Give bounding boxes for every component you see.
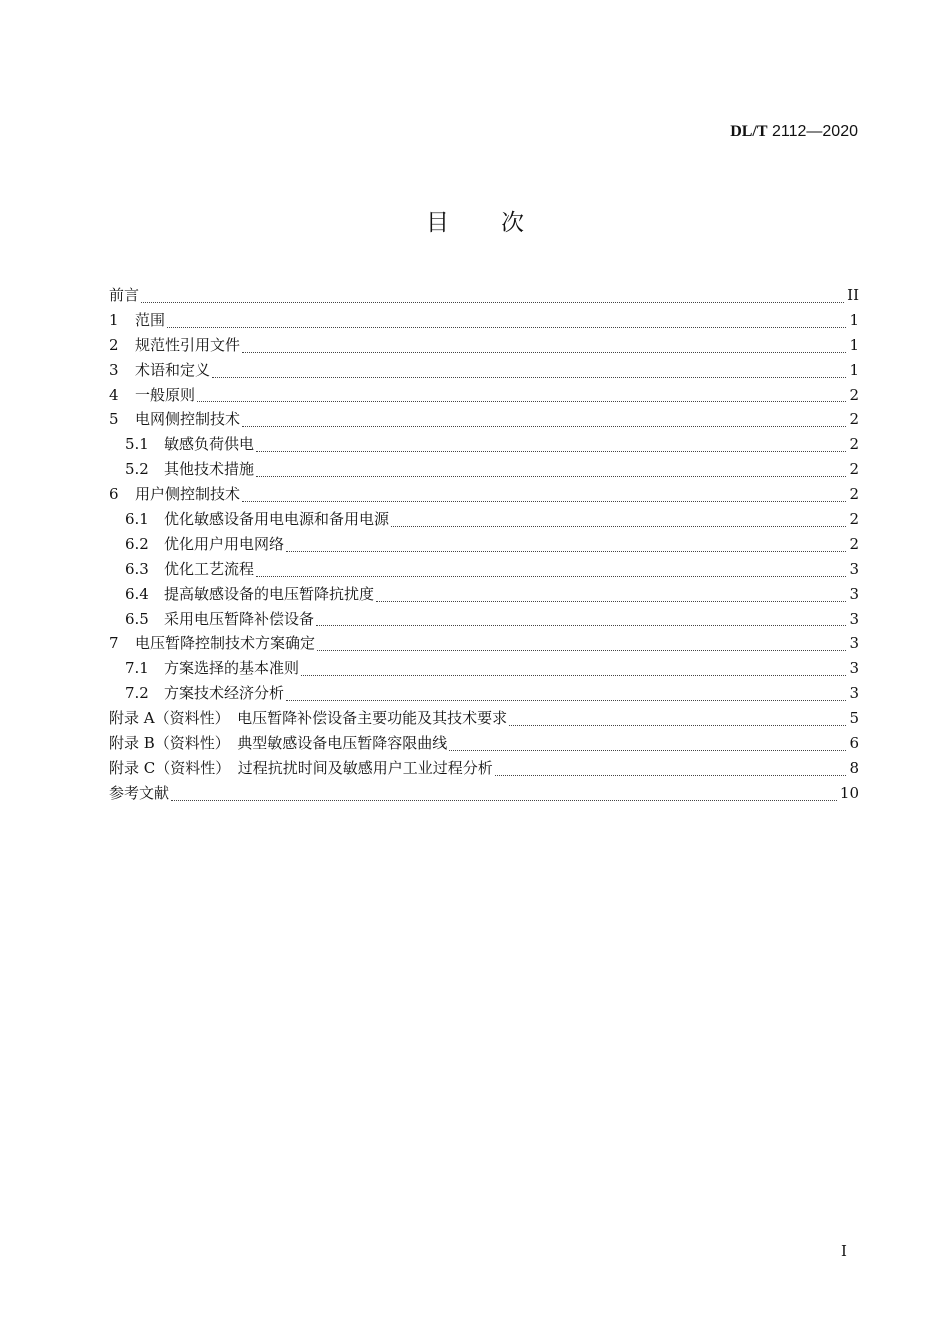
toc-entry[interactable] [109,706,859,731]
toc-entry[interactable] [109,432,859,457]
toc-entry-page: 2 [849,460,859,479]
toc-entry-page: 3 [849,559,859,578]
toc-entry-number: 6.5 [125,609,149,628]
toc-entry[interactable] [109,631,859,656]
toc-entry-number: 7.1 [125,659,149,678]
toc-entry-page: 2 [849,410,859,429]
toc-dot-leader [317,649,846,651]
toc-dot-leader [256,475,846,477]
toc-entry[interactable] [109,731,859,756]
toc-entry-label: 规范性引用文件 [135,335,241,354]
toc-entry-page: 1 [849,360,859,379]
toc-entry-number: 6.3 [125,559,149,578]
toc-entry-page: 2 [849,510,859,529]
toc-dot-leader [242,351,846,353]
toc-dot-leader [256,575,846,577]
toc-entry-number: 5.2 [125,460,149,479]
toc-entry-number: 5 [109,410,119,429]
toc-entry-number: 2 [109,335,119,354]
toc-dot-leader [509,724,846,726]
toc-entry-page: 3 [849,659,859,678]
toc-entry-page: 1 [849,310,859,329]
page-title: 目次 [426,210,576,236]
toc-dot-leader [167,326,846,328]
toc-entry-number: 5.1 [125,435,149,454]
toc-entry-label: 术语和定义 [135,360,211,379]
toc-entry-label: 敏感负荷供电 [164,435,255,454]
toc-entry-label: 方案技术经济分析 [164,684,285,703]
toc-entry-number: 6.1 [125,510,149,529]
toc-dot-leader [449,749,846,751]
toc-entry-label: 采用电压暂降补偿设备 [164,609,315,628]
toc-entry-page: 3 [849,609,859,628]
toc-dot-leader [197,400,846,402]
toc-entry-label: 范围 [135,310,166,329]
toc-entry-label: 附录 A（资料性） 电压暂降补偿设备主要功能及其技术要求 [109,709,508,728]
toc-entry-label: 提高敏感设备的电压暂降抗扰度 [164,584,375,603]
toc-entry-page: II [847,286,859,304]
toc-entry-number: 6 [109,485,119,504]
toc-entry-page: 3 [849,684,859,703]
toc-entry-page: 2 [849,385,859,404]
standard-prefix: DL/T [730,123,768,140]
toc-entry-number: 7.2 [125,684,149,703]
toc-dot-leader [212,376,846,378]
toc-entry[interactable] [109,308,859,333]
toc-dot-leader [256,450,846,452]
toc-entry-label: 电压暂降控制技术方案确定 [135,634,316,653]
toc-dot-leader [301,674,846,676]
toc-entry-label: 方案选择的基本准则 [164,659,300,678]
toc-entry-page: 1 [849,335,859,354]
toc-entry[interactable] [109,407,859,432]
standard-number: 2112—2020 [772,123,858,140]
toc-entry-label: 前言 [109,286,140,304]
standard-code [730,123,858,141]
toc-entry-number: 3 [109,360,119,379]
toc-entry-page: 8 [849,758,859,777]
toc-entry-page: 3 [849,584,859,603]
toc-dot-leader [141,301,844,303]
toc-dot-leader [242,425,846,427]
table-of-contents [109,283,859,806]
toc-entry[interactable] [109,756,859,781]
toc-entry-label: 参考文献 [109,783,170,802]
toc-entry[interactable] [109,482,859,507]
toc-dot-leader [286,550,846,552]
toc-entry[interactable] [109,607,859,632]
toc-entry[interactable] [109,457,859,482]
toc-entry[interactable] [109,507,859,532]
toc-entry-label: 优化工艺流程 [164,559,255,578]
toc-entry[interactable] [109,557,859,582]
toc-entry-label: 用户侧控制技术 [135,485,241,504]
toc-entry[interactable] [109,358,859,383]
toc-entry-label: 优化用户用电网络 [164,534,285,553]
toc-entry-page: 6 [849,734,859,753]
toc-dot-leader [495,774,847,776]
toc-entry-label: 电网侧控制技术 [135,410,241,429]
toc-entry-label: 附录 B（资料性） 典型敏感设备电压暂降容限曲线 [109,734,448,753]
toc-entry[interactable] [109,283,859,308]
toc-entry-page: 2 [849,534,859,553]
toc-entry-label: 附录 C（资料性） 过程抗扰时间及敏感用户工业过程分析 [109,758,493,777]
toc-dot-leader [286,699,846,701]
toc-entry-number: 6.2 [125,534,149,553]
toc-entry-page: 5 [849,709,859,728]
toc-dot-leader [171,799,837,801]
toc-entry-number: 1 [109,310,119,329]
toc-entry-page: 10 [839,783,859,802]
toc-entry-page: 2 [849,485,859,504]
toc-dot-leader [316,624,846,626]
toc-entry[interactable] [109,383,859,408]
toc-dot-leader [391,525,846,527]
toc-entry[interactable] [109,333,859,358]
toc-entry[interactable] [109,532,859,557]
toc-entry-number: 4 [109,385,119,404]
toc-entry-page: 3 [849,634,859,653]
toc-entry[interactable] [109,582,859,607]
toc-entry-label: 一般原则 [135,385,196,404]
toc-entry-number: 7 [109,634,119,653]
toc-entry-label: 其他技术措施 [164,460,255,479]
toc-entry[interactable] [109,781,859,806]
toc-entry-number: 6.4 [125,584,149,603]
toc-dot-leader [242,500,846,502]
toc-entry[interactable] [109,656,859,681]
toc-entry-label: 优化敏感设备用电电源和备用电源 [164,510,390,529]
toc-entry-page: 2 [849,435,859,454]
toc-entry[interactable] [109,681,859,706]
toc-dot-leader [376,600,846,602]
page-number: I [841,1242,847,1260]
